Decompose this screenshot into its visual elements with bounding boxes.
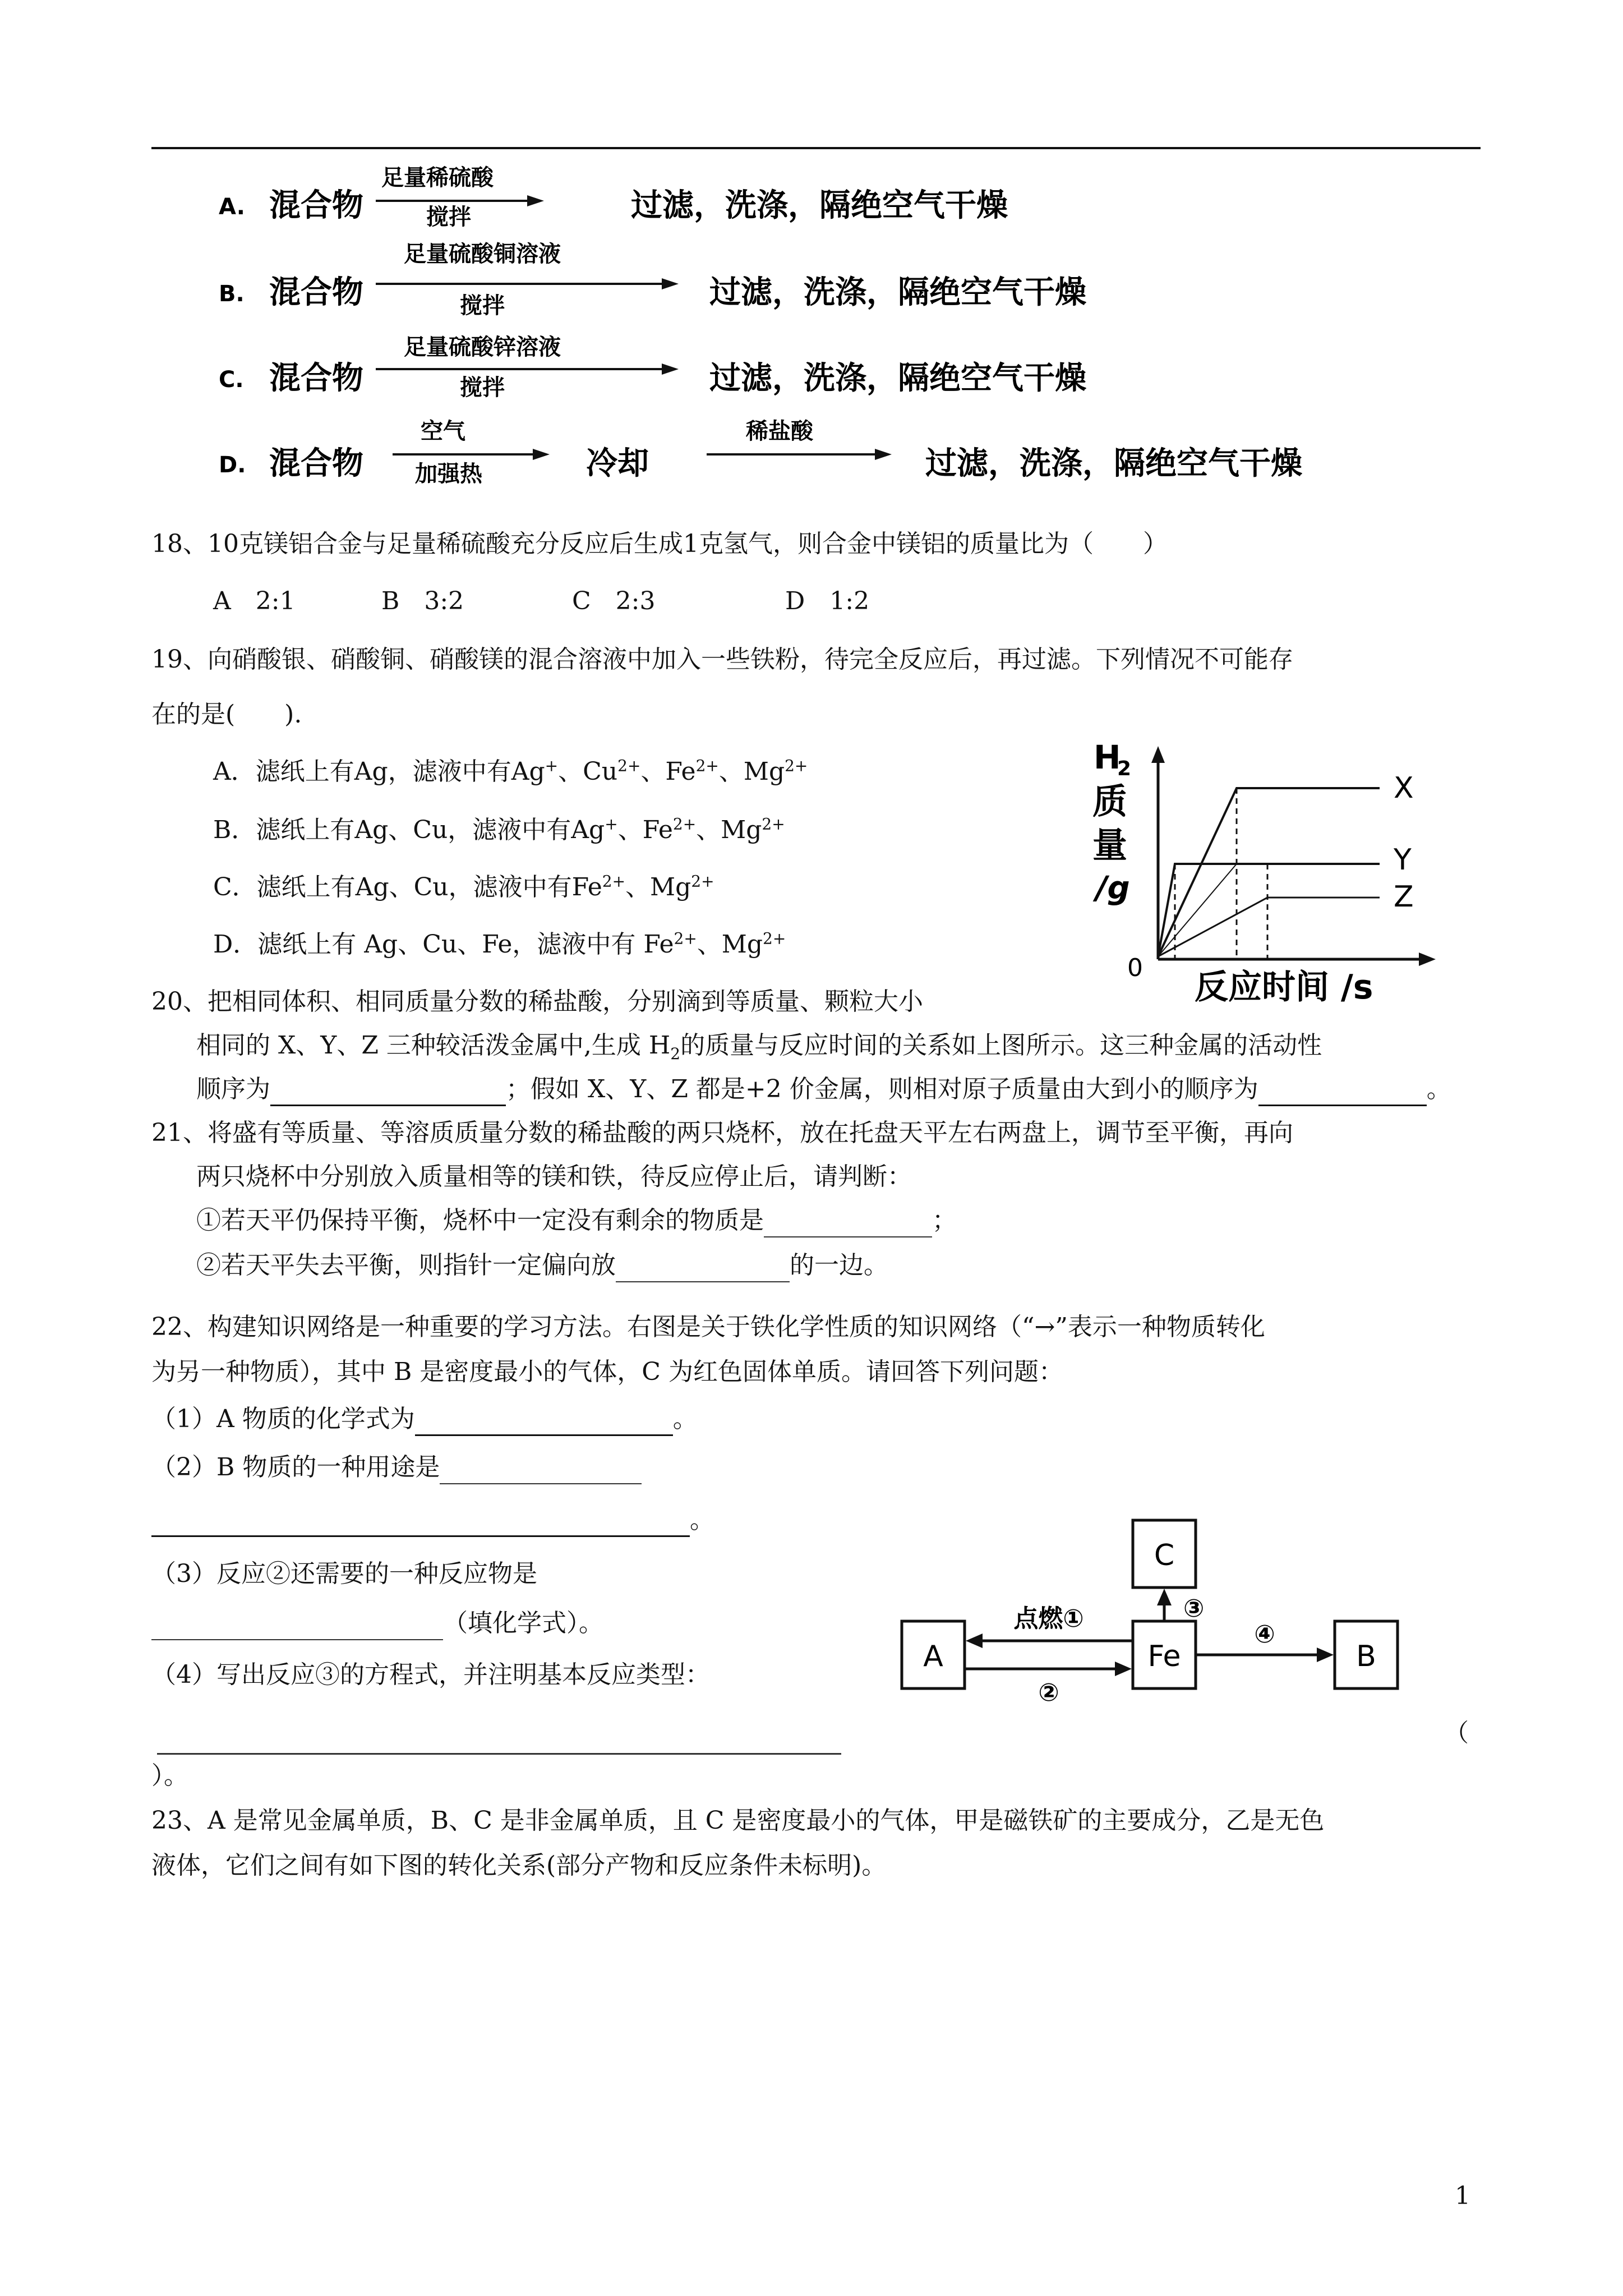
option-b-above: 足量硫酸铜溶液 <box>404 241 561 267</box>
option-c-start: 混合物 <box>269 360 363 397</box>
graph-ylabel-h: H <box>1094 738 1121 776</box>
q19-stem-line2: 在的是( ). <box>151 700 302 729</box>
q21-line2: 两只烧杯中分别放入质量相等的镁和铁，待反应停止后，请判断： <box>196 1162 912 1191</box>
box-b-label: B <box>1356 1640 1376 1673</box>
q18-option-b: B 3:2 <box>381 587 464 615</box>
q22-part4-close: ）。 <box>151 1761 188 1790</box>
arrow-4-label: ④ <box>1254 1620 1275 1649</box>
series-y-label: Y <box>1394 843 1412 877</box>
q22-line2: 为另一种物质），其中 B 是密度最小的气体，C 为红色固体单质。请回答下列问题： <box>151 1358 1063 1386</box>
q21-blank-1[interactable] <box>764 1212 932 1237</box>
q22-blank-2b[interactable] <box>151 1511 690 1537</box>
q19-option-a: A．滤纸上有Ag，滤液中有Ag+、$Cu^{2+}$、$Fe^{2+}$、$Mg^{2+}$ <box>213 756 808 786</box>
q22-part4: （4）写出反应③的方程式，并注明基本反应类型： <box>151 1660 710 1689</box>
q22-line1: 22、构建知识网络是一种重要的学习方法。右图是关于铁化学性质的知识网络（“→”表示一种物质转化 <box>151 1313 1265 1341</box>
graph-ylabel-unit: /g <box>1096 870 1130 907</box>
q18-stem: 18、10克镁铝合金与足量稀硫酸充分反应后生成1克氢气，则合金中镁铝的质量比为（ ） <box>151 530 1168 558</box>
q19-stem-line1: 19、向硝酸银、硝酸铜、硝酸镁的混合溶液中加入一些铁粉，待完全反应后，再过滤。下列情况不可能存 <box>151 645 1293 674</box>
graph-xlabel: 反应时间 /s <box>1195 968 1373 1004</box>
box-a-label: A <box>923 1640 943 1673</box>
arrow-2-label: ② <box>1038 1678 1059 1707</box>
graph-origin: 0 <box>1127 954 1143 982</box>
q22-part4-open: （ <box>1444 1719 1469 1747</box>
q21-line4: ②若天平失去平衡，则指针一定偏向放 的一边。 <box>196 1249 888 1282</box>
q22-part1: （1）A 物质的化学式为 。 <box>151 1402 698 1436</box>
q17-option-a <box>219 165 1008 230</box>
curve-x-low <box>1158 864 1237 956</box>
q19-option-d: D．滤纸上有 Ag、Cu、Fe，滤液中有 $Fe^{2+}$、$Mg^{2+}$ <box>213 929 786 959</box>
option-b-below: 搅拌 <box>460 293 505 319</box>
q22-part3-cont: （填化学式）。 <box>151 1607 603 1640</box>
q20-line1: 20、把相同体积、相同质量分数的稀盐酸，分别滴到等质量、颗粒大小 <box>151 987 923 1016</box>
graph-ylabel-zhi: 质 <box>1092 781 1128 822</box>
q21-line3: ①若天平仍保持平衡，烧杯中一定没有剩余的物质是 ； <box>196 1204 957 1237</box>
q22-blank-2a[interactable] <box>440 1458 642 1484</box>
option-a-start: 混合物 <box>269 187 363 224</box>
q19-option-c: C．滤纸上有Ag、Cu，滤液中有$Fe^{2+}$、$Mg^{2+}$ <box>213 872 714 901</box>
q22-blank-3[interactable] <box>151 1614 443 1640</box>
option-d-letter: D. <box>219 452 246 478</box>
q18-option-d: D 1:2 <box>785 587 870 615</box>
q20-blank-order[interactable] <box>270 1080 506 1106</box>
q22-blank-1[interactable] <box>415 1410 673 1436</box>
box-c-label: C <box>1154 1539 1175 1572</box>
option-d-end: 过滤，洗涤，隔绝空气干燥 <box>925 445 1302 482</box>
q17-option-d <box>219 418 1302 487</box>
option-b-end: 过滤，洗涤，隔绝空气干燥 <box>709 274 1086 311</box>
graph-ylabel-sub: 2 <box>1117 757 1132 780</box>
arrow-3-label: ③ <box>1183 1594 1205 1623</box>
h2-mass-graph <box>1088 735 1469 1004</box>
q20-line3: 顺序为 ；假如 X、Y、Z 都是+2 价金属，则相对原子质量由大到小的顺序为 。 <box>196 1073 1451 1106</box>
q21-line1: 21、将盛有等质量、等溶质质量分数的稀盐酸的两只烧杯，放在托盘天平左右两盘上，调节至平衡，再向 <box>151 1119 1293 1147</box>
series-z-label: Z <box>1394 880 1414 914</box>
q18-option-c: C 2:3 <box>572 587 656 615</box>
q17-option-b <box>219 241 1086 319</box>
option-a-below: 搅拌 <box>426 204 471 230</box>
q17-option-c <box>219 334 1086 401</box>
option-a-letter: A. <box>219 194 245 220</box>
header-rule <box>151 147 1481 149</box>
option-d-mid: 冷却 <box>586 445 649 482</box>
arrow-1-label: 点燃① <box>1013 1604 1084 1633</box>
option-d-below: 加强热 <box>415 461 482 487</box>
q18-option-a: A 2:1 <box>213 587 296 615</box>
q20-line2: 相同的 X、Y、Z 三种较活泼金属中,生成 $H_2$的质量与反应时间的关系如上图所示。这三种金属的活动性 <box>196 1031 1322 1063</box>
q22-blank-4[interactable] <box>157 1753 841 1755</box>
box-fe-label: Fe <box>1147 1640 1181 1673</box>
page-number: 1 <box>1455 2182 1470 2210</box>
iron-network-diagram <box>892 1515 1408 1711</box>
q22-part2: （2）B 物质的一种用途是 <box>151 1451 642 1484</box>
option-b-start: 混合物 <box>269 274 363 311</box>
graph-ylabel-liang: 量 <box>1092 825 1128 866</box>
curve-z <box>1158 898 1380 956</box>
curve-x <box>1158 788 1380 956</box>
q23-line1: 23、A 是常见金属单质，B、C 是非金属单质，且 C 是密度最小的气体，甲是磁铁矿的主要成分，乙是无色 <box>151 1806 1325 1835</box>
option-a-end: 过滤，洗涤，隔绝空气干燥 <box>631 187 1008 224</box>
option-c-letter: C. <box>219 367 244 393</box>
q22-part2-cont: 。 <box>151 1503 714 1537</box>
q20-blank-mass[interactable] <box>1258 1080 1427 1106</box>
option-c-above: 足量硫酸锌溶液 <box>404 334 561 360</box>
q19-option-b: B．滤纸上有Ag、Cu，滤液中有Ag+、$Fe^{2+}$、$Mg^{2+}$ <box>213 815 785 844</box>
option-b-letter: B. <box>219 281 245 307</box>
curve-y <box>1158 864 1380 956</box>
q23-line2: 液体，它们之间有如下图的转化关系(部分产物和反应条件未标明)。 <box>151 1851 887 1880</box>
option-c-below: 搅拌 <box>460 375 505 401</box>
option-d-above: 空气 <box>421 418 465 444</box>
option-c-end: 过滤，洗涤，隔绝空气干燥 <box>709 360 1086 397</box>
option-a-above: 足量稀硫酸 <box>381 165 494 191</box>
option-d-above2: 稀盐酸 <box>746 418 813 444</box>
q21-blank-2[interactable] <box>616 1257 790 1282</box>
q22-part3: （3）反应②还需要的一种反应物是 <box>151 1559 537 1588</box>
series-x-label: X <box>1394 771 1414 805</box>
option-d-start: 混合物 <box>269 445 363 482</box>
q17-options <box>213 151 1402 488</box>
